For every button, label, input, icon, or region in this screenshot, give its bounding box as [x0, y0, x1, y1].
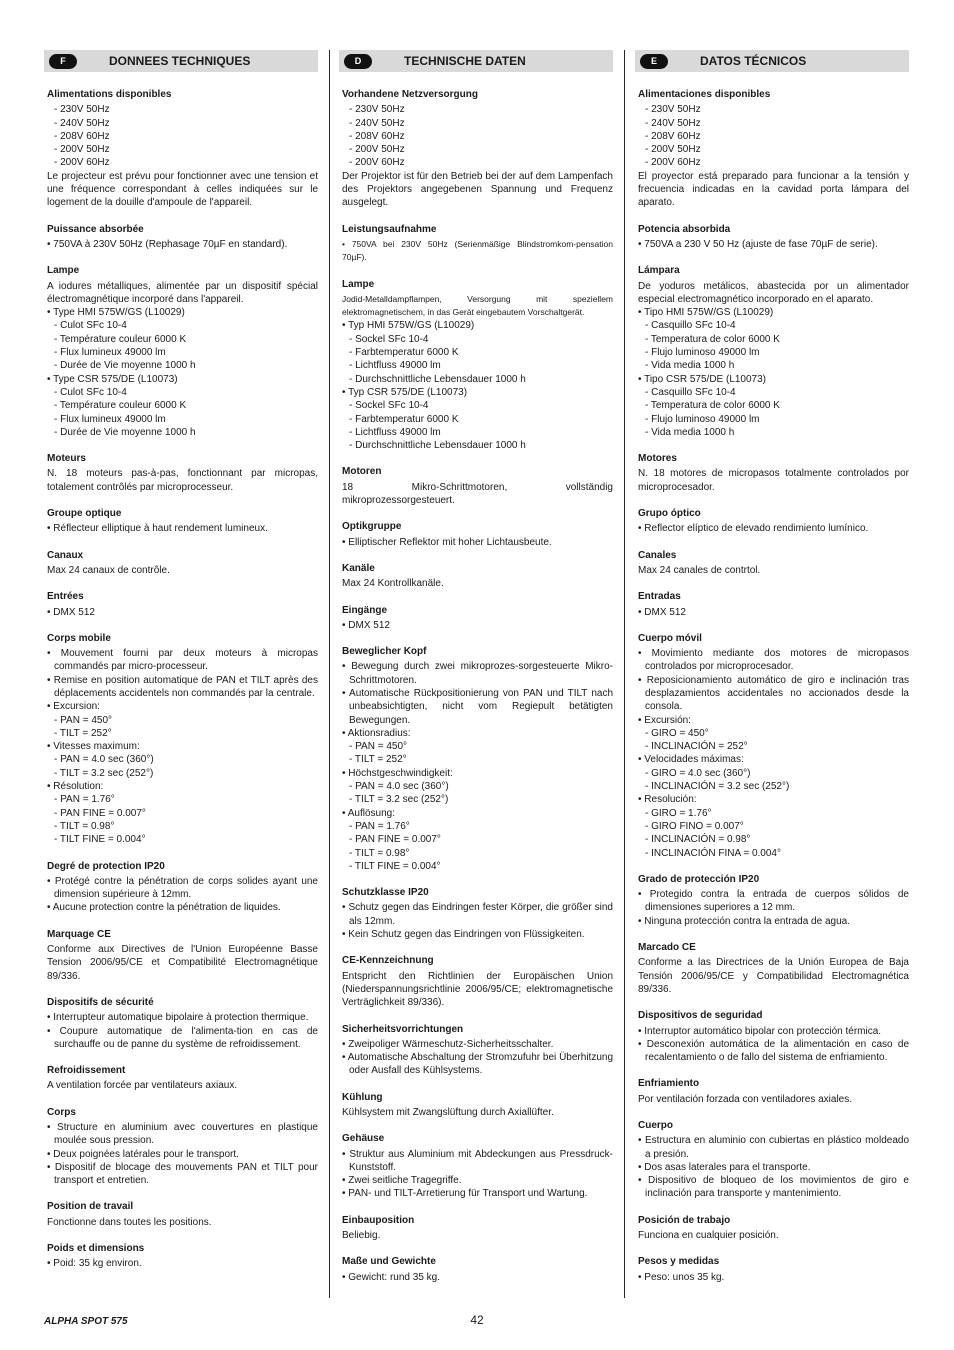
bullet-item: • Aucune protection contre la pénétration de liquides.: [47, 902, 281, 914]
spec-section: [638, 507, 909, 536]
sub-item: - 230V 50Hz: [645, 104, 701, 116]
spec-section: [342, 886, 613, 941]
paragraph: A iodures métalliques, alimentée par un dispositif spécial électromagnétique incorporé dans l'appareil.: [47, 280, 318, 305]
section-title: Corps: [47, 1106, 76, 1118]
bullet-item: • Struktur aus Aluminium mit Abdeckungen aus Pressdruck-Kunststoff.: [342, 1148, 613, 1173]
section-title: Kühlung: [342, 1091, 383, 1103]
sub-item: - Temperatura de color 6000 K: [645, 400, 780, 412]
sub-item: - Température couleur 6000 K: [54, 400, 187, 412]
spec-section: [342, 465, 613, 507]
spec-section: [47, 928, 318, 983]
spec-section: [342, 223, 613, 265]
bullet-item: • DMX 512: [47, 606, 95, 618]
section-title: Grado de protección IP20: [638, 873, 760, 885]
bullet-item: • Poid: 35 kg environ.: [47, 1258, 142, 1270]
paragraph: Max 24 Kontrollkanäle.: [342, 578, 444, 590]
bullet-item: • Coupure automatique de l'alimenta-tion en cas de surchauffe ou de panne du système de refroidissement.: [47, 1025, 318, 1050]
spec-section: [638, 590, 909, 619]
bullet-item: • Structure en aluminium avec couvertures en plastique moulée sous pression.: [47, 1122, 318, 1147]
column-header: [635, 50, 909, 72]
spec-section: [47, 507, 318, 536]
column-title: DONNEES TECHNIQUES: [109, 54, 251, 68]
bullet-item: • PAN- und TILT-Arretierung für Transport und Wartung.: [342, 1188, 588, 1200]
bullet-item: • Estructura en aluminio con cubiertas en plástico moldeado a presión.: [638, 1135, 909, 1160]
spec-section: [47, 1106, 318, 1188]
sub-item: - TILT = 252°: [54, 727, 112, 739]
bullet-item: • DMX 512: [342, 619, 390, 631]
sub-item: - TILT = 0.98°: [54, 820, 115, 832]
sub-item: - Flux lumineux 49000 lm: [54, 413, 166, 425]
bullet-item: • Réflecteur elliptique à haut rendement lumineux.: [47, 523, 268, 535]
bullet-item: • Höchstgeschwindigkeit:: [342, 767, 453, 779]
sub-item: - PAN FINE = 0.007°: [54, 807, 146, 819]
sub-item: - 200V 50Hz: [645, 144, 701, 156]
sub-item: - Durée de Vie moyenne 1000 h: [54, 426, 196, 438]
section-title: Eingänge: [342, 604, 388, 616]
spec-section: [342, 562, 613, 591]
bullet-item: • Tipo CSR 575/DE (L10073): [638, 373, 767, 385]
spec-section: [47, 452, 318, 494]
spec-section: [342, 604, 613, 633]
sub-item: - TILT = 0.98°: [349, 847, 410, 859]
spec-section: [638, 223, 909, 252]
paragraph: Funciona en cualquier posición.: [638, 1230, 779, 1242]
spec-section: [342, 1255, 613, 1284]
sub-item: - Lichtfluss 49000 lm: [349, 360, 441, 372]
section-title: Lámpara: [638, 265, 680, 277]
paragraph: Conforme a las Directrices de la Unión Europea de Baja Tensión 2006/95/CE y Compatibilidad Electromagnética 89/336.: [638, 957, 909, 995]
bullet-item: • Excursión:: [638, 714, 691, 726]
section-title: Enfriamiento: [638, 1078, 700, 1090]
sub-item: - PAN = 1.76°: [349, 820, 410, 832]
sub-item: - 240V 50Hz: [645, 117, 701, 129]
spec-section: [47, 860, 318, 915]
spec-section: [638, 1255, 909, 1284]
sub-item: - Casquillo SFc 10-4: [645, 320, 736, 332]
sub-item: - Flujo luminoso 49000 lm: [645, 413, 760, 425]
spec-section: [638, 264, 909, 439]
spec-section: [47, 264, 318, 439]
column-divider: [624, 50, 625, 1298]
spec-section: [342, 88, 613, 210]
sub-item: - Farbtemperatur 6000 K: [349, 347, 459, 359]
section-title: Poids et dimensions: [47, 1243, 145, 1255]
sub-item: - GIRO = 1.76°: [645, 807, 712, 819]
spec-section: [638, 941, 909, 996]
section-title: Refroidissement: [47, 1065, 126, 1077]
paragraph: Entspricht den Richtlinien der Europäischen Union (Niederspannungsrichtlinie 2006/95/CE; elektromagnetische Verträglichkeit 89/336).: [342, 970, 613, 1009]
sub-item: - INCLINACIÓN = 252°: [645, 741, 748, 753]
paragraph: Conforme aux Directives de l'Union Européenne Basse Tension 2006/95/CE et Compatibilité Electromagnétique 89/336.: [47, 944, 318, 982]
spec-section: [342, 954, 613, 1009]
bullet-item: • Automatische Abschaltung der Stromzufuhr bei Überhitzung oder Ausfall des Kühlsystems.: [342, 1052, 613, 1077]
sub-item: - PAN = 450°: [349, 741, 408, 753]
sub-item: - PAN FINE = 0.007°: [349, 834, 441, 846]
column-title: TECHNISCHE DATEN: [404, 54, 526, 68]
bullet-item: • Mouvement fourni par deux moteurs à micropas commandés par micro-processeur.: [47, 648, 318, 673]
paragraph: Por ventilación forzada con ventiladores axiales.: [638, 1093, 853, 1105]
sub-item: - Flujo luminoso 49000 lm: [645, 347, 760, 359]
section-title: Entrées: [47, 591, 84, 603]
sub-item: - 208V 60Hz: [54, 130, 110, 142]
spec-section: [638, 632, 909, 860]
spec-section: [638, 1119, 909, 1201]
sub-item: - 240V 50Hz: [54, 117, 110, 129]
section-title: Cuerpo: [638, 1120, 673, 1131]
page-number: 42: [470, 1313, 484, 1327]
sub-item: - 208V 60Hz: [645, 130, 701, 142]
sub-item: - PAN = 4.0 sec (360°): [54, 754, 154, 766]
section-title: Moteurs: [47, 453, 86, 465]
bullet-item: • Typ CSR 575/DE (L10073): [342, 386, 468, 398]
spec-section: [47, 223, 318, 252]
sub-item: - Durchschnittliche Lebensdauer 1000 h: [349, 440, 526, 452]
bullet-item: • Dispositif de blocage des mouvements PAN et TILT pour transport et entretien.: [47, 1161, 318, 1187]
spec-section: [638, 873, 909, 928]
bullet-item: • Zwei seitliche Tragegriffe.: [342, 1175, 462, 1187]
paragraph: Max 24 canales de contrtol.: [638, 564, 761, 576]
sub-item: - Temperatura de color 6000 K: [645, 333, 780, 345]
section-title: Motoren: [342, 466, 382, 478]
bullet-item: • Auflösung:: [342, 807, 395, 819]
sub-item: - INCLINACIÓN FINA = 0.004°: [645, 847, 781, 859]
section-title: Marcado CE: [638, 942, 696, 954]
sub-item: - Casquillo SFc 10-4: [645, 386, 736, 398]
bullet-item: • Interrupteur automatique bipolaire à protection thermique.: [47, 1012, 309, 1024]
sub-item: - TILT = 252°: [349, 754, 407, 766]
section-title: Beweglicher Kopf: [342, 646, 427, 658]
sub-item: - Sockel SFc 10-4: [349, 400, 429, 412]
sub-item: - 230V 50Hz: [349, 104, 405, 116]
section-title: Puissance absorbée: [47, 223, 144, 235]
section-title: Alimentations disponibles: [47, 89, 172, 100]
section-title: Dispositifs de sécurité: [47, 996, 154, 1008]
bullet-item: • Vitesses maximum:: [47, 741, 140, 753]
bullet-item: • Tipo HMI 575W/GS (L10029): [638, 307, 774, 319]
spec-section: [342, 278, 613, 453]
bullet-item: • Movimiento mediante dos motores de micropasos controlados por microprocesador.: [638, 648, 909, 673]
section-title: Optikgruppe: [342, 521, 402, 533]
spec-section: [47, 590, 318, 619]
bullet-item: • Bewegung durch zwei mikroprozes-sorgesteuerte Mikro-Schrittmotoren.: [342, 661, 613, 686]
bullet-item: • Résolution:: [47, 781, 104, 793]
bullet-item: • Kein Schutz gegen das Eindringen von Flüssigkeiten.: [342, 929, 585, 941]
bullet-item: • Zweipoliger Wärmeschutz-Sicherheitsschalter.: [342, 1038, 554, 1050]
paragraph: • 750VA bei 230V 50Hz (Serienmäßige Blindstromkom-pensation 70µF).: [342, 238, 613, 263]
footer-product-name: ALPHA SPOT 575: [44, 1316, 128, 1327]
paragraph: Jodid-Metalldampflampen, Versorgung mit speziellem elektromagnetischem, in das Gerät eingebautem Vorschaltgerät.: [342, 293, 613, 318]
section-title: Pesos y medidas: [638, 1256, 720, 1268]
section-title: Einbauposition: [342, 1214, 415, 1226]
sub-item: - Durchschnittliche Lebensdauer 1000 h: [349, 373, 526, 385]
sub-item: - Lichtfluss 49000 lm: [349, 426, 441, 438]
sub-item: - Température couleur 6000 K: [54, 333, 187, 345]
column-title: DATOS TÉCNICOS: [700, 54, 807, 68]
spec-section: [47, 88, 318, 210]
section-title: Kanäle: [342, 562, 375, 574]
section-title: Canaux: [47, 549, 84, 561]
paragraph: El proyector está preparado para funcionar a la tensión y frecuencia indicadas en la cavidad porta lámpara del aparato.: [638, 170, 909, 209]
bullet-item: • Protégé contre la pénétration de corps solides ayant une dimension supérieure à 12mm.: [47, 875, 318, 901]
section-title: Maße und Gewichte: [342, 1256, 436, 1268]
spec-section: [47, 996, 318, 1051]
bullet-item: • Elliptischer Reflektor mit hoher Lichtausbeute.: [342, 536, 552, 548]
section-title: Groupe optique: [47, 508, 122, 520]
bullet-item: • Schutz gegen das Eindringen fester Körper, die größer sind als 12mm.: [342, 902, 613, 927]
spec-section: [342, 1132, 613, 1200]
language-column: [635, 50, 909, 1298]
section-title: Sicherheitsvorrichtungen: [342, 1023, 464, 1035]
language-badge: D: [344, 54, 372, 69]
section-title: Degré de protection IP20: [47, 860, 165, 872]
section-title: Lampe: [342, 278, 375, 290]
section-title: Leistungsaufnahme: [342, 223, 437, 235]
sub-item: - Culot SFc 10-4: [54, 320, 127, 332]
bullet-item: • Typ HMI 575W/GS (L10029): [342, 320, 475, 332]
bullet-item: • Deux poignées latérales pour le transport.: [47, 1148, 239, 1160]
bullet-item: • Dispositivo de bloqueo de los movimientos de giro e inclinación para transporte y mantenimiento.: [638, 1175, 909, 1200]
language-column: [44, 50, 318, 1298]
spec-section: [47, 549, 318, 578]
sub-item: - PAN = 450°: [54, 714, 113, 726]
bullet-item: • Gewicht: rund 35 kg.: [342, 1271, 440, 1283]
section-title: Schutzklasse IP20: [342, 887, 429, 899]
sub-item: - Flux lumineux 49000 lm: [54, 347, 166, 359]
column-header: [339, 50, 613, 72]
paragraph: Kühlsystem mit Zwangslüftung durch Axiallüfter.: [342, 1107, 554, 1118]
section-title: Dispositivos de seguridad: [638, 1010, 763, 1022]
sub-item: - PAN = 4.0 sec (360°): [349, 781, 449, 793]
sub-item: - Culot SFc 10-4: [54, 386, 127, 398]
paragraph: A ventilation forcée par ventilateurs axiaux.: [47, 1080, 238, 1092]
spec-section: [47, 1200, 318, 1229]
spec-section: [638, 88, 909, 210]
sub-item: - 208V 60Hz: [349, 130, 405, 142]
sub-item: - TILT = 3.2 sec (252°): [54, 767, 154, 779]
section-title: Position de travail: [47, 1201, 134, 1213]
section-title: Grupo óptico: [638, 508, 701, 520]
bullet-item: • Excursion:: [47, 701, 100, 713]
spec-section: [342, 520, 613, 549]
section-title: Posición de trabajo: [638, 1214, 731, 1226]
bullet-item: • Remise en position automatique de PAN et TILT après des déplacements accidentels non commandés par la centrale.: [47, 674, 318, 699]
sub-item: - Vida media 1000 h: [645, 360, 735, 372]
sub-item: - Farbtemperatur 6000 K: [349, 413, 459, 425]
paragraph: 18 Mikro-Schrittmotoren, vollständig mikroprozessorgesteuert.: [342, 481, 613, 507]
section-title: Entradas: [638, 591, 681, 603]
bullet-item: • Aktionsradius:: [342, 727, 411, 739]
paragraph: De yoduros metálicos, abastecida por un alimentador especial electromagnético incorporado en el aparato.: [638, 280, 909, 305]
sub-item: - GIRO = 4.0 sec (360°): [645, 767, 751, 779]
section-title: Lampe: [47, 265, 80, 277]
bullet-item: • Desconexión automática de la alimentación en caso de recalentamiento o de fallo del sistema de enfriamiento.: [638, 1038, 909, 1064]
paragraph: Le projecteur est prévu pour fonctionner avec une tension et une fréquence correspondant à celles indiquées sur le logement de la douille d'ampoule de l'appareil.: [47, 170, 318, 209]
bullet-item: • 750VA a 230 V 50 Hz (ajuste de fase 70µF de serie).: [638, 238, 878, 250]
section-title: Potencia absorbida: [638, 223, 731, 235]
sub-item: - 200V 60Hz: [645, 157, 701, 169]
bullet-item: • Protegido contra la entrada de cuerpos sólidos de dimensiones superiores a 12 mm.: [638, 889, 909, 914]
sub-item: - TILT FINE = 0.004°: [349, 860, 441, 872]
spec-section: [638, 1009, 909, 1064]
sub-item: - 200V 50Hz: [349, 144, 405, 156]
spec-section: [47, 1064, 318, 1093]
bullet-item: • Interruptor automático bipolar con protección térmica.: [638, 1025, 882, 1037]
spec-section: [47, 1242, 318, 1271]
sub-item: - TILT FINE = 0.004°: [54, 834, 146, 846]
paragraph: Der Projektor ist für den Betrieb bei der auf dem Lampenfach des Projektors angegebenen Spannung und Frequenz ausgelegt.: [342, 170, 613, 209]
sub-item: - Durée de Vie moyenne 1000 h: [54, 360, 196, 372]
spec-section: [342, 1091, 613, 1120]
section-title: Cuerpo móvil: [638, 632, 702, 644]
column-divider: [329, 50, 330, 1298]
bullet-item: • Peso: unos 35 kg.: [638, 1271, 725, 1283]
sub-item: - PAN = 1.76°: [54, 794, 115, 806]
paragraph: Fonctionne dans toutes les positions.: [47, 1216, 212, 1228]
spec-section: [638, 1077, 909, 1106]
bullet-item: • DMX 512: [638, 606, 686, 618]
section-title: Gehäuse: [342, 1133, 385, 1145]
bullet-item: • 750VA à 230V 50Hz (Rephasage 70µF en standard).: [47, 238, 288, 250]
spec-section: [342, 645, 613, 873]
section-title: Vorhandene Netzversorgung: [342, 89, 478, 100]
sub-item: - INCLINACIÓN = 0.98°: [645, 834, 751, 846]
language-badge: F: [49, 54, 77, 69]
spec-section: [638, 452, 909, 494]
spec-section: [638, 549, 909, 578]
bullet-item: • Resolución:: [638, 794, 697, 806]
section-title: Motores: [638, 453, 677, 465]
bullet-item: • Ninguna protección contra la entrada de agua.: [638, 915, 850, 927]
column-header: [44, 50, 318, 72]
sub-item: - GIRO FINO = 0.007°: [645, 820, 744, 832]
sub-item: - TILT = 3.2 sec (252°): [349, 794, 449, 806]
spec-section: [342, 1023, 613, 1078]
spec-section: [638, 1214, 909, 1243]
section-title: Canales: [638, 549, 677, 561]
sub-item: - INCLINACIÓN = 3.2 sec (252°): [645, 781, 790, 793]
sub-item: - GIRO = 450°: [645, 727, 709, 739]
bullet-item: • Reposicionamiento automático de giro e inclinación tras desplazamientos accidentales no accionados desde la consola.: [638, 674, 909, 713]
paragraph: Beliebig.: [342, 1230, 381, 1242]
bullet-item: • Type HMI 575W/GS (L10029): [47, 307, 185, 319]
bullet-item: • Velocidades máximas:: [638, 754, 744, 766]
sub-item: - Vida media 1000 h: [645, 426, 735, 438]
spec-section: [47, 632, 318, 847]
sub-item: - 200V 60Hz: [54, 157, 110, 169]
sub-item: - 230V 50Hz: [54, 104, 110, 116]
sub-item: - Sockel SFc 10-4: [349, 333, 429, 345]
bullet-item: • Reflector elíptico de elevado rendimiento lumínico.: [638, 523, 869, 535]
sub-item: - 240V 50Hz: [349, 117, 405, 129]
spec-section: [342, 1214, 613, 1243]
paragraph: N. 18 moteurs pas-à-pas, fonctionnant par micropas, totalement contrôlés par microprocesseur.: [47, 468, 318, 493]
section-title: Corps mobile: [47, 632, 111, 644]
section-title: CE-Kennzeichnung: [342, 955, 434, 967]
sub-item: - 200V 50Hz: [54, 144, 110, 156]
paragraph: Max 24 canaux de contrôle.: [47, 564, 170, 576]
language-badge: E: [640, 54, 668, 69]
language-column: [339, 50, 613, 1298]
paragraph: N. 18 motores de micropasos totalmente controlados por microprocesador.: [638, 468, 909, 493]
sub-item: - 200V 60Hz: [349, 157, 405, 169]
section-title: Marquage CE: [47, 928, 111, 940]
bullet-item: • Type CSR 575/DE (L10073): [47, 373, 178, 385]
section-title: Alimentaciones disponibles: [638, 89, 771, 100]
bullet-item: • Automatische Rückpositionierung von PAN und TILT nach unbeabsichtigten, nicht vom Regiepult betätigten Bewegungen.: [342, 687, 613, 726]
bullet-item: • Dos asas laterales para el transporte.: [638, 1161, 811, 1173]
